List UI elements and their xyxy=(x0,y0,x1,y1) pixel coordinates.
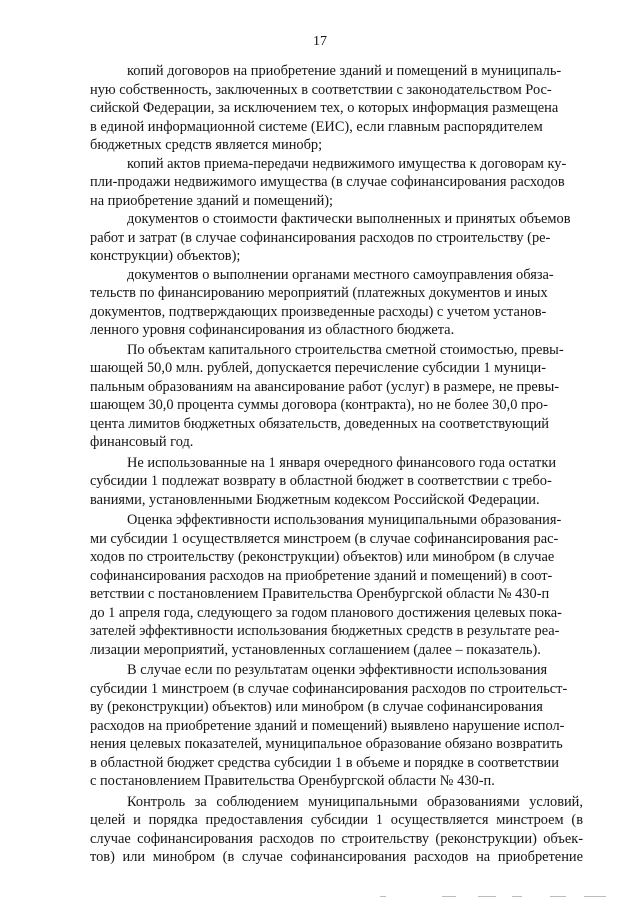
paragraph-efficiency-assessment: Оценка эффективности использования муниципальными образования- ми субсидии 1 осуществляется минстроем (в случае софинансирования рас- ходов по строительству (реконструкции) объектов) или минобром (в случае софинансирования расходов на приобретение зданий и помещений) в соот- ветствии с постановлением Правительства Оренбургской области № 430-п до 1 апреля года, следующего за годом планового достижения целевых пока- зателей эффективности использования бюджетных средств в результате реа- лизации мероприятий, установленных соглашением (далее – показатель). xyxy=(90,512,562,658)
paragraph-contract-copies: копий договоров на приобретение зданий и помещений в муниципаль- ную собственность, заключенных в соответствии с законодательством Рос- сийской Федерации, за исключением тех, о которых информация размещена в единой информационной системе (ЕИС), если главным распорядителем бюджетных средств является минобр; xyxy=(90,63,562,153)
paragraph-unused-balances: Не использованные на 1 января очередного финансового года остатки субсидии 1 подлежат возврату в областной бюджет в соответствии с требо- ваниями, установленными Бюджетным кодексом Российской Федерации. xyxy=(90,454,557,508)
paragraph-obligations-documents: документов о выполнении органами местного самоуправления обяза- тельств по финансированию мероприятий (платежных документов и иных документов, подтверждающих произведенные расходы) с учетом установ- ленного уровня софинансирования из областного бюджета. xyxy=(90,266,554,338)
paragraph-cost-documents: документов о стоимости фактически выполненных и принятых объемов работ и затрат (в случае софинансирования расходов по строительству (ре- конструкции) объектов); xyxy=(90,211,571,264)
paragraph-control: Контроль за соблюдением муниципальными образованиями условий, целей и порядка предоставления субсидии 1 осуществляется минстроем (в случае софинансирования расходов по строительству (реконструкции) объек- тов) или минобром (в случае софинансирования расходов на приобретение xyxy=(90,793,583,865)
paragraph-advance-payment: По объектам капитального строительства сметной стоимостью, превы- шающей 50,0 млн. рублей, допускается перечисление субсидии 1 муници- пальным образованиям на авансирование работ (услуг) в размере, не превы- шающем 30,0 процента суммы договора (контракта), но не более 30,0 про- цента лимитов бюджетных обязательств, доведенных на соответствующий финансовый год. xyxy=(90,341,564,450)
paragraph-violation-return: В случае если по результатам оценки эффективности использования субсидии 1 минстроем (в случае софинансирования расходов по строительст- ву (реконструкции) объектов) или минобром (в случае софинансирования расходов на приобретение зданий и помещений) выявлено нарушение испол- нения целевых показателей, муниципальное образование обязано возвратить в областной бюджет средства субсидии 1 в объеме и порядке в соответствии с постановлением Правительства Оренбургской области № 430-п. xyxy=(90,662,568,789)
paragraph-transfer-acts: копий актов приема-передачи недвижимого имущества к договорам ку- пли-продажи недвижимого имущества (в случае софинансирования расходов на приобретение зданий и помещений); xyxy=(90,155,567,209)
scan-artifact xyxy=(380,893,620,901)
document-body xyxy=(90,62,583,867)
page-number: 17 xyxy=(313,34,327,49)
